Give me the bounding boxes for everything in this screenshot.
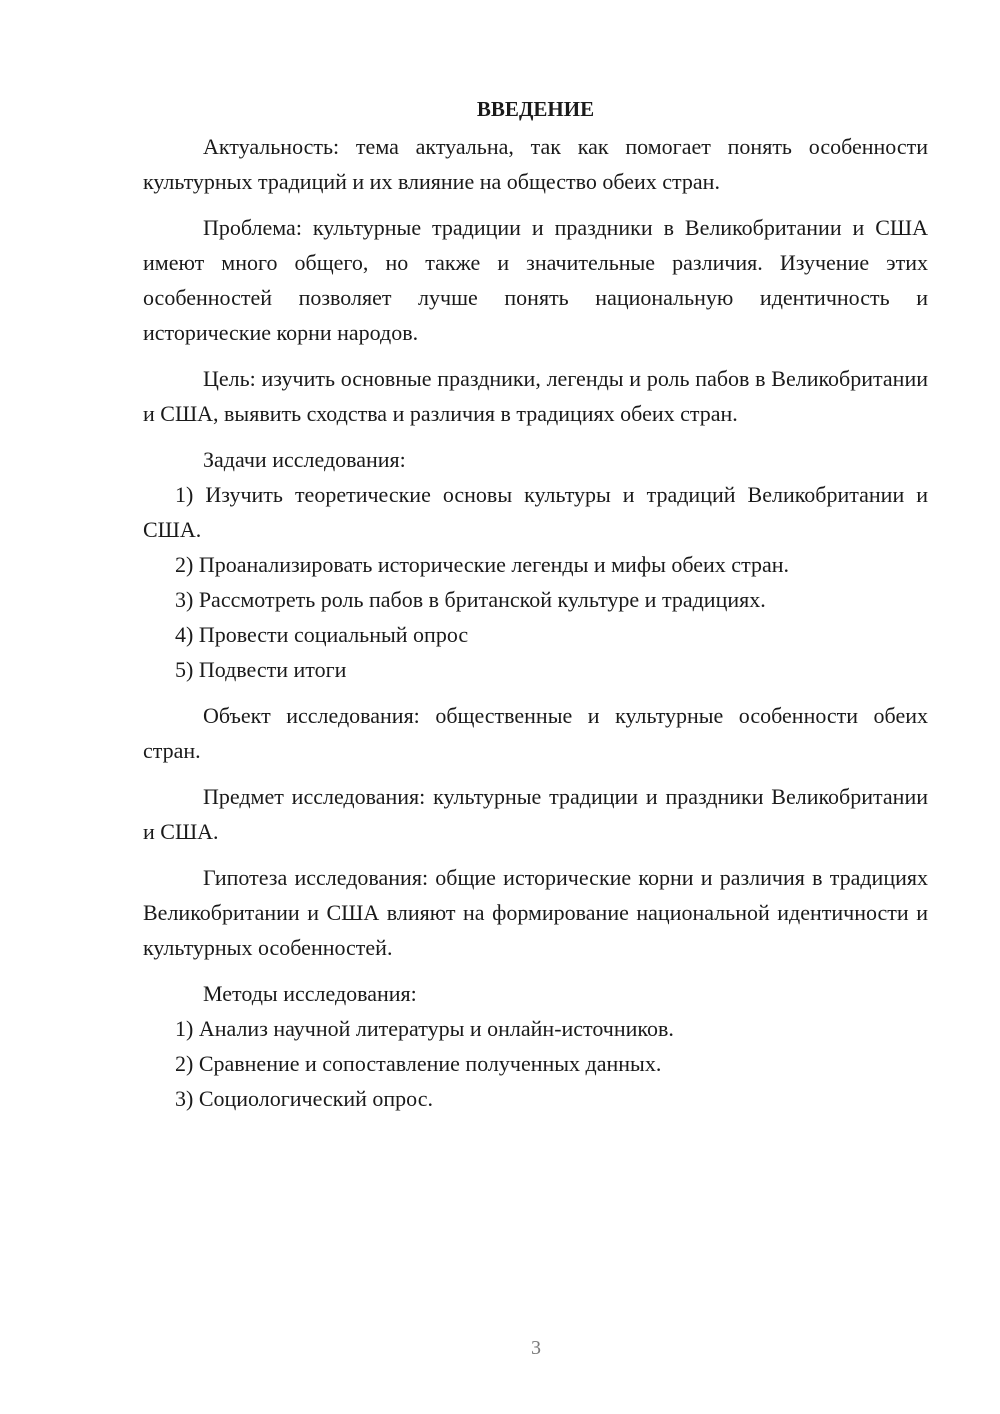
page-content [143,94,928,1116]
page-number: 3 [531,1337,541,1359]
paragraph-relevance: Актуальность: тема актуальна, так как помогает понять особенности культурных традиций и их влияние на общество обеих стран. [143,134,928,194]
task-item: 2) Проанализировать исторические легенды и мифы обеих стран. [175,552,789,577]
task-item: 4) Провести социальный опрос [175,622,469,647]
paragraph-subject: Предмет исследования: культурные традиции и праздники Великобритании и США. [143,784,928,844]
method-item: 1) Анализ научной литературы и онлайн-источников. [175,1016,674,1041]
method-item: 2) Сравнение и сопоставление полученных данных. [175,1051,662,1076]
paragraph-problem: Проблема: культурные традиции и праздники в Великобритании и США имеют много общего, но также и значительные различия. Изучение этих особенностей позволяет лучше понять национальную идентичность и исторические корни народов. [143,215,928,345]
method-item: 3) Социологический опрос. [175,1086,433,1111]
section-title: ВВЕДЕНИЕ [476,97,595,121]
tasks-heading: Задачи исследования: [203,447,406,472]
task-item: 3) Рассмотреть роль пабов в британской культуре и традициях. [175,587,766,612]
paragraph-object: Объект исследования: общественные и культурные особенности обеих стран. [143,703,928,763]
paragraph-goal: Цель: изучить основные праздники, легенды и роль пабов в Великобритании и США, выявить сходства и различия в традициях обеих стран. [143,366,928,426]
task-item: 1) Изучить теоретические основы культуры и традиций Великобритании и США. [143,482,928,542]
task-item: 5) Подвести итоги [175,657,347,682]
methods-heading: Методы исследования: [203,981,417,1006]
paragraph-hypothesis: Гипотеза исследования: общие исторические корни и различия в традициях Великобритании и США влияют на формирование национальной идентичности и культурных особенностей. [143,865,928,960]
